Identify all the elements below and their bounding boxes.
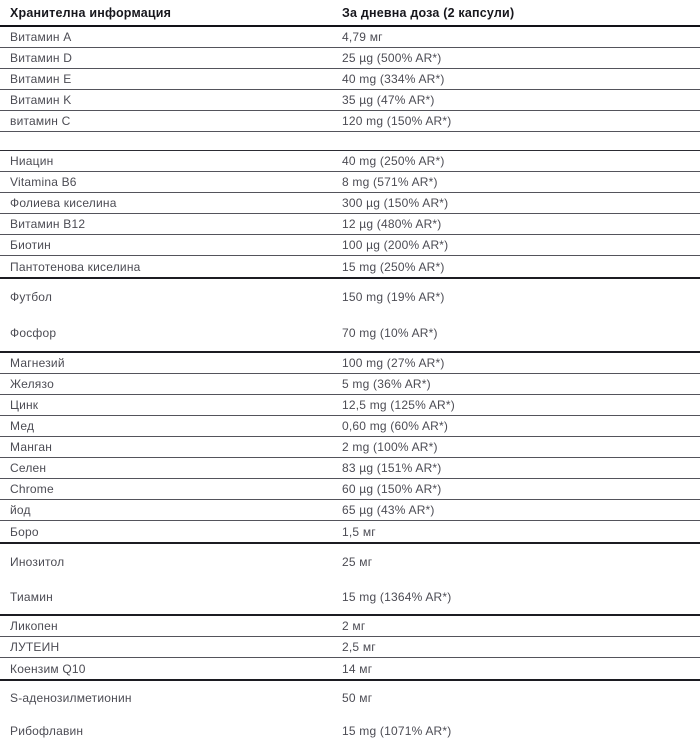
nutrient-amount: 40 mg (250% AR*) xyxy=(342,154,445,168)
nutrient-name: Футбол xyxy=(10,290,53,304)
table-spacer-group xyxy=(0,132,700,151)
nutrient-amount: 25 µg (500% AR*) xyxy=(342,51,442,65)
table-row xyxy=(0,256,700,277)
table-row xyxy=(0,111,700,132)
table-row xyxy=(0,172,700,193)
table-row xyxy=(0,521,700,542)
nutrient-amount: 2 мг xyxy=(342,619,366,633)
nutrient-name: Рибофлавин xyxy=(10,723,84,738)
table-row xyxy=(0,658,700,679)
nutrient-name: S-аденозилметионин xyxy=(10,690,132,705)
table-group xyxy=(0,544,700,616)
header-nutrition-info: Хранителна информация xyxy=(10,5,172,20)
table-row xyxy=(0,315,700,351)
nutrient-name: Витамин D xyxy=(10,51,73,65)
nutrient-amount: 65 µg (43% AR*) xyxy=(342,503,435,517)
nutrient-name: витамин C xyxy=(10,114,71,128)
nutrient-name: Фосфор xyxy=(10,326,57,340)
nutrient-name: Биотин xyxy=(10,238,52,252)
nutrient-name: Желязо xyxy=(10,377,54,391)
table-group xyxy=(0,151,700,279)
table-row xyxy=(0,544,700,579)
nutrient-amount: 8 mg (571% AR*) xyxy=(342,175,438,189)
nutrient-name: Магнезий xyxy=(10,356,65,370)
nutrient-name: Инозитол xyxy=(10,554,65,569)
nutrient-name: Тиамин xyxy=(10,589,53,604)
nutrient-amount: 25 мг xyxy=(342,554,373,569)
nutrient-amount: 1,5 мг xyxy=(342,524,376,539)
nutrient-amount: 100 µg (200% AR*) xyxy=(342,238,449,252)
table-row xyxy=(0,69,700,90)
nutrient-amount: 35 µg (47% AR*) xyxy=(342,93,435,107)
nutrient-name: Мед xyxy=(10,419,35,433)
nutrient-name: Витамин A xyxy=(10,30,72,44)
table-row xyxy=(0,437,700,458)
table-header xyxy=(0,0,700,27)
table-row xyxy=(0,214,700,235)
table-row xyxy=(0,458,700,479)
table-row xyxy=(0,416,700,437)
spacer-row xyxy=(0,132,700,150)
nutrient-amount: 50 мг xyxy=(342,690,373,705)
table-row xyxy=(0,235,700,256)
nutrient-name: Манган xyxy=(10,440,53,454)
nutrient-amount: 83 µg (151% AR*) xyxy=(342,461,442,475)
nutrient-amount: 15 mg (1364% AR*) xyxy=(342,589,452,604)
table-row xyxy=(0,479,700,500)
table-row xyxy=(0,48,700,69)
nutrient-amount: 40 mg (334% AR*) xyxy=(342,72,445,86)
header-daily-dose: За дневна доза (2 капсули) xyxy=(342,5,515,20)
nutrient-name: Витамин E xyxy=(10,72,72,86)
nutrient-name: Vitamina B6 xyxy=(10,175,77,189)
nutrient-name: Chrome xyxy=(10,482,54,496)
nutrient-amount: 100 mg (27% AR*) xyxy=(342,356,445,370)
nutrient-amount: 2 mg (100% AR*) xyxy=(342,440,438,454)
nutrient-name: Коензим Q10 xyxy=(10,661,86,676)
nutrient-name: Ниацин xyxy=(10,154,54,168)
nutrient-name: Витамин K xyxy=(10,93,72,107)
nutrient-name: Витамин B12 xyxy=(10,217,86,231)
table-row xyxy=(0,681,700,714)
nutrient-name: Цинк xyxy=(10,398,39,412)
table-group xyxy=(0,353,700,544)
nutrient-amount: 70 mg (10% AR*) xyxy=(342,326,438,340)
table-group xyxy=(0,616,700,681)
nutrient-name: Боро xyxy=(10,524,39,539)
table-group xyxy=(0,27,700,132)
table-row xyxy=(0,579,700,614)
nutrient-name: Селен xyxy=(10,461,47,475)
nutrient-amount: 14 мг xyxy=(342,661,373,676)
nutrient-amount: 4,79 мг xyxy=(342,30,383,44)
table-row xyxy=(0,395,700,416)
nutrient-amount: 120 mg (150% AR*) xyxy=(342,114,452,128)
nutrient-amount: 12,5 mg (125% AR*) xyxy=(342,398,455,412)
nutrient-amount: 12 µg (480% AR*) xyxy=(342,217,442,231)
nutrient-name: ЛУТЕИН xyxy=(10,640,60,654)
table-row xyxy=(0,279,700,315)
nutrient-amount: 0,60 mg (60% AR*) xyxy=(342,419,449,433)
nutrient-name: Пантотенова киселина xyxy=(10,259,141,274)
nutrient-amount: 60 µg (150% AR*) xyxy=(342,482,442,496)
table-row xyxy=(0,353,700,374)
nutrient-amount: 300 µg (150% AR*) xyxy=(342,196,449,210)
table-row xyxy=(0,500,700,521)
nutrient-name: Фолиева киселина xyxy=(10,196,117,210)
table-group xyxy=(0,681,700,747)
nutrient-amount: 150 mg (19% AR*) xyxy=(342,290,445,304)
table-body xyxy=(0,27,700,747)
table-row xyxy=(0,90,700,111)
table-row xyxy=(0,374,700,395)
nutrient-name: йод xyxy=(10,503,31,517)
nutrient-amount: 5 mg (36% AR*) xyxy=(342,377,431,391)
table-row xyxy=(0,616,700,637)
nutrient-amount: 15 mg (250% AR*) xyxy=(342,259,445,274)
nutrient-name: Ликопен xyxy=(10,619,58,633)
table-row xyxy=(0,714,700,747)
nutrient-amount: 15 mg (1071% AR*) xyxy=(342,723,452,738)
table-row xyxy=(0,193,700,214)
table-row xyxy=(0,151,700,172)
nutrient-amount: 2,5 мг xyxy=(342,640,376,654)
table-group xyxy=(0,279,700,353)
table-row xyxy=(0,27,700,48)
table-row xyxy=(0,637,700,658)
